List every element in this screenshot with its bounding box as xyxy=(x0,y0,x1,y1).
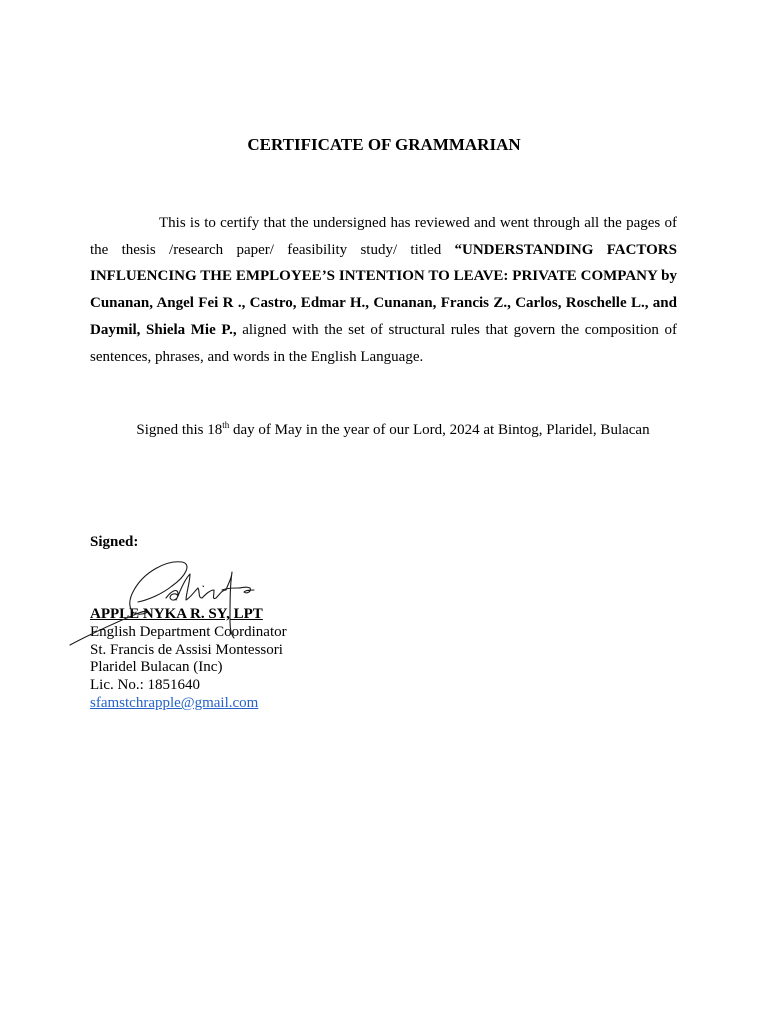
signatory-license-number: Lic. No.: 1851640 xyxy=(90,677,200,694)
signatory-email-link[interactable]: sfamstchrapple@gmail.com xyxy=(90,694,259,711)
certification-closing: aligned with the set of structural rules that govern the composition of sentences, phrases, and words in the English Language. xyxy=(90,321,677,365)
signed-date-prefix: Signed this 18 xyxy=(136,422,223,438)
certification-intro: This is to certify that the undersigned has reviewed and went through all the pages of the thesis /research paper/ feasibility study/ titled xyxy=(90,215,677,258)
signatory-position: English Department Coordinator xyxy=(90,623,287,640)
signed-label: Signed: xyxy=(90,534,139,550)
signatory-institution: St. Francis de Assisi Montessori xyxy=(90,641,283,658)
signed-date-suffix: day of May in the year of our Lord, 2024 at Bintog, Plaridel, Bulacan xyxy=(229,422,650,438)
certificate-title: CERTIFICATE OF GRAMMARIAN xyxy=(247,135,521,154)
certification-paragraph xyxy=(90,210,677,370)
signatory-institution-location: Plaridel Bulacan (Inc) xyxy=(90,659,223,676)
signatory-name: APPLE NYKA R. SY, LPT xyxy=(90,606,263,622)
signatory-block xyxy=(90,606,287,713)
signed-date-ordinal: th xyxy=(222,420,230,430)
thesis-title-and-authors: “UNDERSTANDING FACTORS INFLUENCING THE EMPLOYEE’S INTENTION TO LEAVE: PRIVATE COMPANY by Cunanan, Angel Fei R ., Castro, Edmar H., Cunanan, Francis Z., Carlos, Roschelle L., and Daymil, Shiela Mie P., xyxy=(90,241,677,338)
signed-date-line xyxy=(0,420,768,440)
